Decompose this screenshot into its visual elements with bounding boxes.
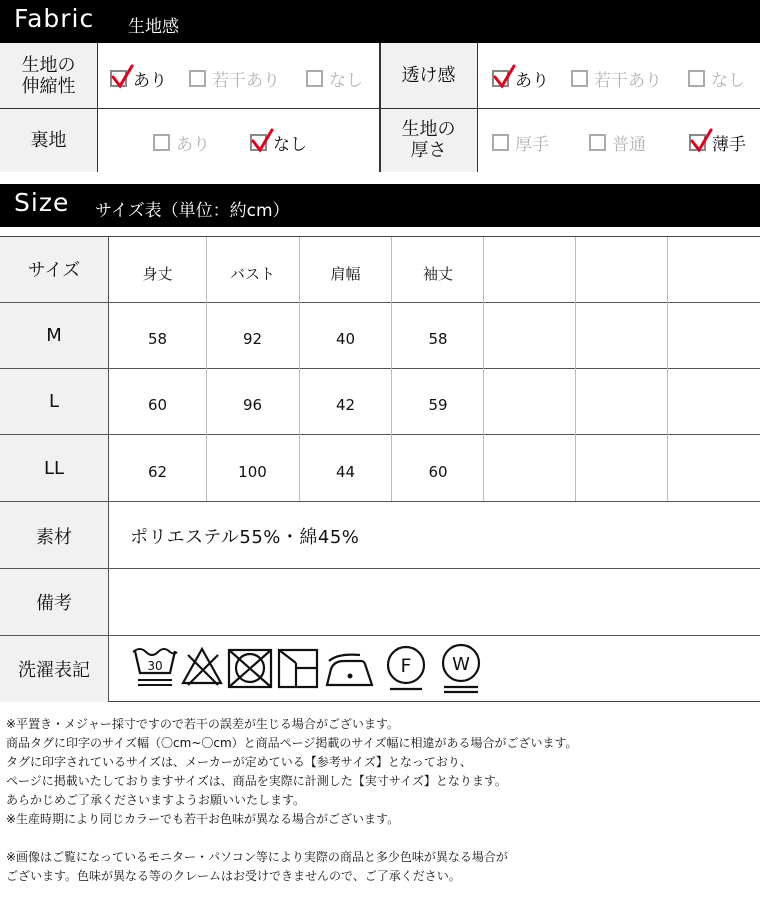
size-row-label: L — [48, 390, 60, 412]
table-cell: 59 — [428, 396, 448, 414]
note-line: ございます。色味が異なる等のクレームはお受けできませんので、ご了承ください。 — [6, 869, 461, 883]
material-label: 素材 — [36, 526, 72, 548]
checkbox-empty-icon — [688, 70, 705, 87]
stretch-label — [0, 43, 97, 108]
thickness-option-atsude[interactable] — [492, 130, 549, 155]
checkbox-checked-icon — [250, 134, 267, 151]
size-subtitle: サイズ表（単位：約cm） — [95, 201, 290, 221]
table-cell: 60 — [147, 396, 168, 414]
divider — [0, 568, 760, 569]
dry-clean-f-icon — [388, 647, 424, 689]
table-cell: 42 — [335, 396, 356, 414]
sheer-option-nashi[interactable] — [688, 66, 745, 91]
divider — [483, 237, 484, 501]
thickness-label-line1: 生地の — [401, 119, 456, 140]
note-line: タグに印字されているサイズは、メーカーが定めている【参考サイズ】となっており、 — [6, 755, 472, 769]
lining-option-nashi[interactable] — [250, 130, 307, 155]
column-header: バスト — [229, 264, 275, 283]
divider — [391, 237, 392, 501]
divider — [667, 237, 668, 501]
option-label: 厚手 — [515, 135, 549, 155]
table-cell: 100 — [238, 463, 267, 481]
size-row-label: LL — [43, 457, 65, 479]
option-label: あり — [133, 71, 167, 91]
remarks-label: 備考 — [36, 593, 72, 614]
lining-option-ari[interactable] — [153, 130, 210, 155]
divider — [0, 302, 760, 303]
fabric-title: Fabric — [14, 4, 95, 33]
note-line: あらかじめご了承くださいますようお願いいたします。 — [6, 793, 306, 807]
no-bleach-icon — [183, 649, 221, 685]
lining-label-text: 裏地 — [30, 129, 67, 151]
checkbox-empty-icon — [492, 134, 509, 151]
option-label: 普通 — [612, 135, 646, 155]
size-header — [0, 184, 760, 227]
column-header: 袖丈 — [422, 264, 453, 283]
divider — [0, 434, 760, 435]
stretch-label-line1: 生地の — [21, 54, 76, 76]
table-cell: 96 — [242, 396, 263, 414]
thickness-label — [380, 108, 477, 172]
note-line: ※画像はご覧になっているモニター・パソコン等により実際の商品と多少色味が異なる場合が — [6, 850, 508, 864]
thickness-option-futsuu[interactable] — [589, 130, 646, 155]
table-cell: 58 — [147, 330, 168, 348]
sheer-label-text: 透け感 — [401, 65, 456, 86]
table-cell: 58 — [428, 330, 448, 348]
option-label: あり — [176, 135, 210, 155]
note-line: ページに掲載いたしておりますサイズは、商品を実際に計測した【実寸サイズ】となります。 — [6, 774, 507, 788]
lining-label — [0, 108, 97, 172]
thickness-label-line2: 厚さ — [410, 140, 447, 161]
stretch-option-ari[interactable] — [110, 66, 167, 91]
svg-text:W: W — [452, 654, 470, 675]
size-table — [0, 236, 760, 702]
divider — [97, 43, 98, 172]
option-label: 薄手 — [712, 135, 746, 155]
table-cell: 92 — [242, 330, 263, 348]
option-label: 若干あり — [212, 71, 280, 91]
option-label: 若干あり — [594, 71, 662, 91]
fabric-table — [0, 43, 760, 172]
option-label: なし — [711, 71, 745, 91]
care-icons — [128, 641, 488, 701]
option-label: あり — [515, 71, 549, 91]
note-line: 商品タグに印字のサイズ幅（〇cm~〇cm）と商品ページ掲載のサイズ幅に相違がある場合がございます。 — [6, 736, 578, 750]
size-title: Size — [14, 188, 70, 217]
note-line: ※生産時期により同じカラーでも若干お色味が異なる場合がございます。 — [6, 812, 400, 826]
line-dry-shade-icon — [279, 650, 317, 687]
divider — [206, 237, 207, 501]
divider — [379, 43, 381, 172]
divider — [0, 635, 760, 636]
material-value: ポリエステル55%・綿45% — [130, 526, 360, 548]
stretch-option-nashi[interactable] — [306, 66, 363, 91]
iron-low-icon — [327, 655, 372, 685]
size-row-label: M — [46, 324, 62, 346]
table-cell: 62 — [147, 463, 168, 481]
checkbox-checked-icon — [689, 134, 706, 151]
checkbox-empty-icon — [571, 70, 588, 87]
divider — [299, 237, 300, 501]
checkbox-empty-icon — [189, 70, 206, 87]
option-label: なし — [273, 135, 307, 155]
column-header: 身丈 — [142, 264, 173, 283]
stretch-option-jakkan[interactable] — [189, 66, 280, 91]
option-label: なし — [329, 71, 363, 91]
checkbox-checked-icon — [110, 70, 127, 87]
sheer-option-jakkan[interactable] — [571, 66, 662, 91]
note-line: ※平置き・メジャー採寸ですので若干の誤差が生じる場合がございます。 — [6, 717, 399, 731]
divider — [0, 501, 760, 502]
table-cell: 40 — [335, 330, 356, 348]
divider — [0, 368, 760, 369]
sheer-option-ari[interactable] — [492, 66, 549, 91]
checkbox-empty-icon — [306, 70, 323, 87]
divider — [477, 43, 478, 172]
checkbox-empty-icon — [589, 134, 606, 151]
svg-text:30: 30 — [147, 659, 163, 673]
fabric-subtitle: 生地感 — [128, 17, 179, 37]
stretch-label-line2: 伸縮性 — [21, 75, 76, 97]
no-tumble-dry-icon — [229, 650, 271, 687]
wet-clean-w-icon — [443, 645, 479, 692]
divider — [108, 237, 109, 702]
divider — [575, 237, 576, 501]
svg-text:F: F — [400, 655, 412, 677]
fabric-header — [0, 0, 760, 43]
size-header-label: サイズ — [27, 260, 81, 281]
sheer-label — [380, 43, 477, 108]
table-cell: 60 — [428, 463, 448, 481]
table-cell: 44 — [335, 463, 356, 481]
checkbox-checked-icon — [492, 70, 509, 87]
care-label: 洗濯表記 — [18, 660, 90, 681]
thickness-option-usude[interactable] — [689, 130, 746, 155]
column-header: 肩幅 — [330, 264, 361, 283]
wash-30-icon — [133, 649, 177, 685]
checkbox-empty-icon — [153, 134, 170, 151]
